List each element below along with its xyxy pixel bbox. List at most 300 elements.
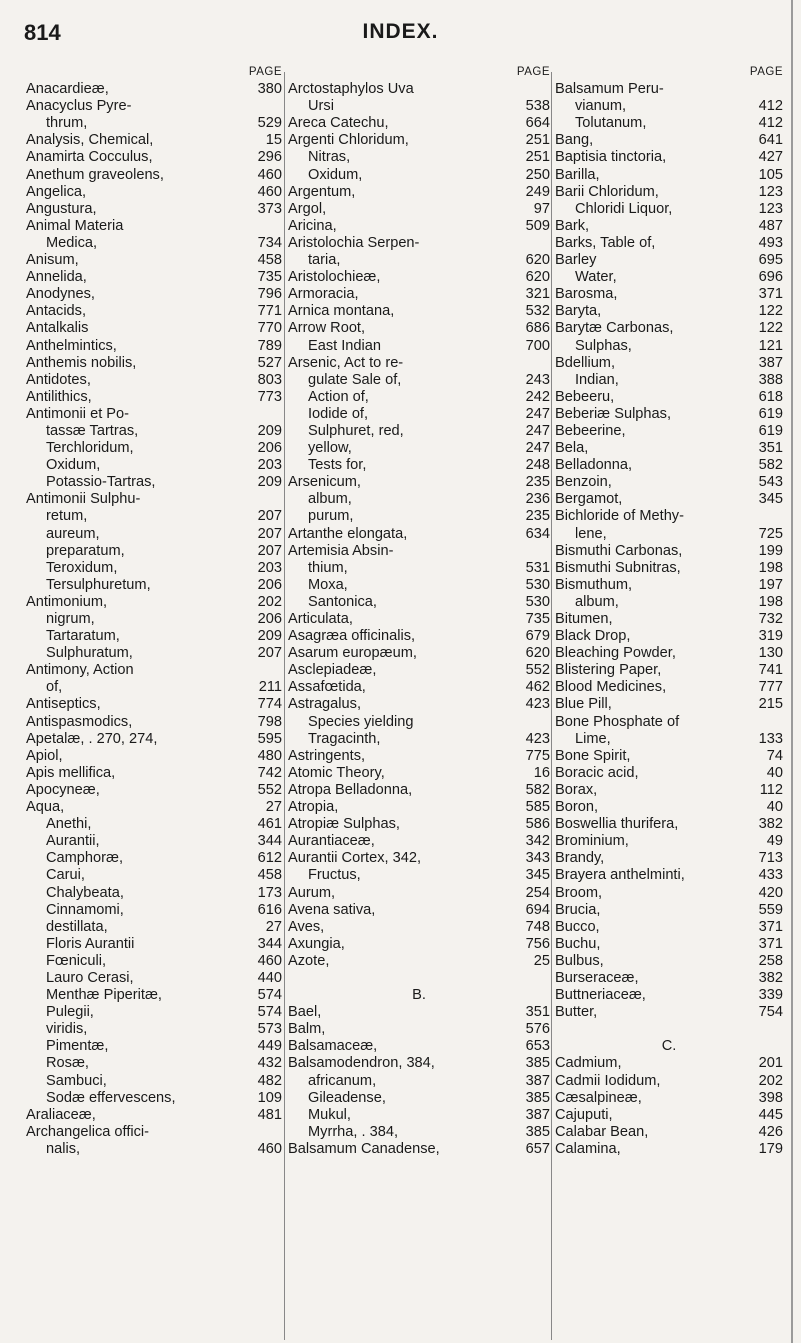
page-title: INDEX.	[362, 20, 439, 43]
entry-term: Armoracia,	[288, 286, 359, 303]
index-entry	[26, 902, 282, 919]
entry-page: 373	[257, 200, 282, 217]
entry-page: 789	[257, 337, 282, 354]
entry-term: Ursi	[308, 98, 334, 115]
index-entry	[26, 953, 282, 970]
entry-page: 203	[257, 559, 282, 576]
entry-term: Blistering Paper,	[555, 662, 662, 679]
index-entry	[26, 662, 282, 679]
entry-page: 207	[257, 645, 282, 662]
entry-page: 754	[758, 1004, 783, 1021]
entry-term: Avena sativa,	[288, 901, 376, 918]
entry-page: 382	[758, 816, 783, 833]
entry-page: 576	[525, 1021, 550, 1038]
index-entry	[26, 1124, 282, 1141]
index-entry	[555, 269, 783, 286]
entry-term: Archangelica offici-	[26, 1123, 150, 1140]
entry-term: Animal Materia	[26, 217, 124, 234]
index-entry	[288, 149, 550, 166]
entry-term: Anacardieæ,	[26, 81, 109, 98]
entry-page: 460	[257, 183, 282, 200]
entry-page: 345	[525, 867, 550, 884]
entry-page: 423	[525, 730, 550, 747]
index-entry	[288, 867, 550, 884]
index-entry	[26, 474, 282, 491]
entry-page: 552	[525, 662, 550, 679]
entry-term: Floris Aurantii	[46, 935, 135, 952]
index-entry	[26, 423, 282, 440]
entry-page: 618	[758, 388, 783, 405]
index-entry	[555, 799, 783, 816]
entry-term: thium,	[308, 559, 348, 576]
entry-term: Santonica,	[308, 593, 377, 610]
index-entry	[555, 286, 783, 303]
index-entry	[288, 389, 550, 406]
entry-page: 449	[257, 1038, 282, 1055]
entry-term: Angustura,	[26, 200, 97, 217]
entry-term: Moxa,	[308, 576, 348, 593]
entry-term: Antiseptics,	[26, 696, 101, 713]
entry-term: Bael,	[288, 1004, 322, 1021]
index-entry	[555, 423, 783, 440]
entry-page: 198	[758, 559, 783, 576]
entry-page: 122	[758, 320, 783, 337]
index-entry	[26, 560, 282, 577]
entry-page: 249	[525, 183, 550, 200]
entry-page: 694	[525, 901, 550, 918]
index-entry	[555, 543, 783, 560]
index-entry	[26, 628, 282, 645]
index-entry	[288, 406, 550, 423]
entry-page: 741	[758, 662, 783, 679]
entry-term: Antidotes,	[26, 371, 91, 388]
entry-page: 247	[525, 440, 550, 457]
index-entry	[288, 782, 550, 799]
index-entry	[26, 645, 282, 662]
index-entry	[26, 611, 282, 628]
entry-term: Balsamum Canadense,	[288, 1140, 440, 1157]
entry-term: Mukul,	[308, 1106, 351, 1123]
entry-page: 620	[525, 645, 550, 662]
index-entry	[26, 372, 282, 389]
entry-term: purum,	[308, 508, 354, 525]
index-entry	[288, 748, 550, 765]
index-entry	[555, 1107, 783, 1124]
entry-page: 371	[758, 286, 783, 303]
entry-term: Apis mellifica,	[26, 764, 116, 781]
index-entry	[555, 372, 783, 389]
index-entry	[555, 184, 783, 201]
entry-term: Calabar Bean,	[555, 1123, 649, 1140]
index-entry	[555, 355, 783, 372]
entry-page: 664	[525, 115, 550, 132]
index-entry	[26, 1141, 282, 1158]
entry-page: 206	[257, 440, 282, 457]
index-entry	[26, 1073, 282, 1090]
entry-page: 199	[758, 542, 783, 559]
entry-term: Sulphuret, red,	[308, 422, 404, 439]
entry-page: 202	[758, 1072, 783, 1089]
index-entry	[26, 389, 282, 406]
entry-page: 380	[257, 81, 282, 98]
column-divider	[284, 72, 285, 1340]
entry-term: Apocyneæ,	[26, 781, 100, 798]
entry-term: Aurantii,	[46, 833, 100, 850]
index-entry	[555, 1055, 783, 1072]
entry-term: Atropa Belladonna,	[288, 781, 413, 798]
entry-page: 15	[265, 132, 282, 149]
index-entry	[555, 235, 783, 252]
entry-page: 574	[257, 987, 282, 1004]
index-entry	[26, 543, 282, 560]
entry-page: 445	[758, 1106, 783, 1123]
index-entry	[555, 526, 783, 543]
entry-page: 209	[257, 628, 282, 645]
entry-page: 461	[257, 816, 282, 833]
entry-term: Bismuthi Subnitras,	[555, 559, 681, 576]
entry-page: 342	[525, 833, 550, 850]
index-entry	[555, 850, 783, 867]
entry-page: 616	[257, 901, 282, 918]
entry-page: 207	[257, 508, 282, 525]
entry-term: thrum,	[46, 115, 88, 132]
index-entry	[288, 252, 550, 269]
entry-term: Cæsalpineæ,	[555, 1089, 642, 1106]
index-entry	[288, 372, 550, 389]
entry-term: Nitras,	[308, 149, 351, 166]
index-entry	[288, 235, 550, 252]
entry-term: Analysis, Chemical,	[26, 132, 154, 149]
entry-term: Oxidum,	[46, 457, 101, 474]
index-entry	[555, 714, 783, 731]
index-entry	[288, 508, 550, 525]
entry-term: Oxidum,	[308, 166, 363, 183]
entry-term: destillata,	[46, 918, 108, 935]
index-entry	[555, 885, 783, 902]
index-entry	[288, 201, 550, 218]
entry-page: 319	[758, 628, 783, 645]
entry-term: Anethi,	[46, 816, 92, 833]
index-entry	[26, 594, 282, 611]
index-entry	[26, 1090, 282, 1107]
entry-page: 529	[257, 115, 282, 132]
entry-page: 27	[265, 918, 282, 935]
entry-page: 530	[525, 593, 550, 610]
entry-page: 388	[758, 371, 783, 388]
index-entry	[288, 167, 550, 184]
index-entry	[555, 594, 783, 611]
index-entry	[555, 628, 783, 645]
entry-term: nigrum,	[46, 611, 95, 627]
entry-page: 40	[766, 764, 783, 781]
index-entry	[555, 696, 783, 713]
entry-page: 480	[257, 747, 282, 764]
entry-term: aureum,	[46, 525, 100, 542]
entry-page: 432	[257, 1055, 282, 1072]
entry-term: Belladonna,	[555, 457, 633, 474]
entry-page: PAGE	[516, 66, 550, 78]
section-letter	[555, 1038, 783, 1055]
entry-term: Fœniculi,	[46, 952, 106, 969]
entry-page: 458	[257, 867, 282, 884]
index-entry	[26, 936, 282, 953]
entry-term: Aricina,	[288, 217, 337, 234]
index-entry	[26, 218, 282, 235]
entry-page: 427	[758, 149, 783, 166]
entry-term: Sambuci,	[46, 1072, 107, 1089]
index-entry	[26, 1038, 282, 1055]
entry-term: Articulata,	[288, 611, 353, 627]
entry-term: Lime,	[575, 730, 611, 747]
entry-term: Boracic acid,	[555, 764, 639, 781]
entry-term: taria,	[308, 252, 341, 269]
entry-term: Bulbus,	[555, 952, 604, 969]
index-entry	[555, 98, 783, 115]
entry-term: Blood Medicines,	[555, 679, 667, 696]
index-entry	[555, 919, 783, 936]
index-entry	[555, 765, 783, 782]
entry-page: 122	[758, 303, 783, 320]
entry-page: 27	[265, 799, 282, 816]
entry-term: Bone Phosphate of	[555, 713, 680, 730]
entry-page: 460	[257, 166, 282, 183]
index-entry	[555, 679, 783, 696]
entry-term: Atomic Theory,	[288, 764, 385, 781]
index-entry	[26, 132, 282, 149]
index-entry	[288, 184, 550, 201]
index-entry	[555, 508, 783, 525]
entry-term: Balsamodendron, 384,	[288, 1055, 435, 1072]
entry-term: Buttneriaceæ,	[555, 987, 646, 1004]
entry-page: 243	[525, 371, 550, 388]
index-entry	[288, 970, 550, 987]
entry-term: Bucco,	[555, 918, 600, 935]
index-entry	[288, 474, 550, 491]
index-entry	[288, 577, 550, 594]
entry-term: Lauro Cerasi,	[46, 969, 134, 986]
entry-page: 211	[258, 679, 282, 696]
entry-page: 109	[257, 1089, 282, 1106]
entry-page: 532	[525, 303, 550, 320]
entry-term: yellow,	[308, 440, 352, 457]
index-entry	[26, 679, 282, 696]
index-entry	[26, 98, 282, 115]
entry-term: Indian,	[575, 371, 619, 388]
entry-term: Atropiæ Sulphas,	[288, 816, 400, 833]
entry-page: 49	[766, 833, 783, 850]
entry-term: Bismuthi Carbonas,	[555, 542, 683, 559]
entry-page: 351	[525, 1004, 550, 1021]
entry-term: Asclepiadeæ,	[288, 662, 377, 679]
entry-term: Apiol,	[26, 747, 63, 764]
entry-term: Asagræa officinalis,	[288, 628, 416, 645]
index-entry	[26, 765, 282, 782]
index-entry	[288, 1141, 550, 1158]
index-entry	[288, 936, 550, 953]
index-entry	[26, 81, 282, 98]
index-entry	[26, 816, 282, 833]
entry-term: Brandy,	[555, 850, 605, 867]
entry-term: Arsenicum,	[288, 474, 361, 491]
entry-term: Argenti Chloridum,	[288, 132, 409, 149]
index-entry	[26, 696, 282, 713]
entry-term: Atropia,	[288, 799, 339, 816]
index-entry	[288, 560, 550, 577]
entry-page: 351	[758, 440, 783, 457]
entry-term: Action of,	[308, 388, 369, 405]
entry-page: 493	[758, 234, 783, 251]
entry-page: 385	[525, 1123, 550, 1140]
index-entry	[555, 611, 783, 628]
index-column-1	[26, 64, 282, 1158]
entry-term: Barilla,	[555, 166, 600, 183]
entry-term: Assafœtida,	[288, 679, 366, 696]
entry-term: Baryta,	[555, 303, 602, 320]
index-entry	[26, 867, 282, 884]
index-entry	[26, 731, 282, 748]
index-entry	[555, 115, 783, 132]
entry-term: Boron,	[555, 799, 598, 816]
entry-term: Chloridi Liquor,	[575, 200, 673, 217]
entry-term: Antilithics,	[26, 388, 92, 405]
entry-page: 440	[257, 969, 282, 986]
entry-term: Angelica,	[26, 183, 87, 200]
entry-term: Barosma,	[555, 286, 618, 303]
index-entry	[26, 919, 282, 936]
entry-term: Tests for,	[308, 457, 367, 474]
entry-term: Fructus,	[308, 867, 361, 884]
entry-term: Barks, Table of,	[555, 234, 656, 251]
entry-page: 123	[758, 200, 783, 217]
entry-term: Balsamaceæ,	[288, 1038, 378, 1055]
entry-term: Bismuthum,	[555, 576, 633, 593]
entry-page: 251	[525, 132, 550, 149]
entry-term: Anodynes,	[26, 286, 95, 303]
index-entry	[555, 457, 783, 474]
entry-page: 653	[525, 1038, 550, 1055]
entry-term: Gileadense,	[308, 1089, 386, 1106]
entry-page: 420	[758, 884, 783, 901]
entry-term: Bela,	[555, 440, 589, 457]
index-entry	[26, 491, 282, 508]
index-entry	[555, 1021, 783, 1038]
entry-term: Brayera anthelminti,	[555, 867, 685, 884]
index-entry	[288, 696, 550, 713]
entry-page: 387	[758, 354, 783, 371]
column-divider	[551, 72, 552, 1340]
entry-term: viridis,	[46, 1021, 88, 1038]
entry-page: 543	[758, 474, 783, 491]
index-entry	[555, 662, 783, 679]
index-entry	[26, 970, 282, 987]
entry-page: 423	[525, 696, 550, 713]
entry-page: 798	[257, 713, 282, 730]
entry-term: Aves,	[288, 918, 325, 935]
column-header	[26, 64, 282, 81]
entry-term: of,	[46, 679, 63, 696]
entry-page: 531	[525, 559, 550, 576]
entry-page: 433	[758, 867, 783, 884]
entry-term: retum,	[46, 508, 88, 525]
entry-page: 796	[257, 286, 282, 303]
entry-term: Terchloridum,	[46, 440, 134, 457]
index-entry	[26, 833, 282, 850]
index-entry	[288, 355, 550, 372]
entry-term: Camphoræ,	[46, 850, 124, 867]
entry-page: 586	[525, 816, 550, 833]
entry-page: 179	[758, 1140, 783, 1157]
entry-page: 203	[257, 457, 282, 474]
entry-page: 509	[525, 217, 550, 234]
index-entry	[26, 115, 282, 132]
index-entry	[555, 1004, 783, 1021]
entry-page: 732	[758, 611, 783, 627]
entry-page: 734	[257, 234, 282, 251]
entry-page: 385	[525, 1055, 550, 1072]
page-edge	[791, 0, 793, 1343]
entry-term: Broom,	[555, 884, 603, 901]
entry-page: 527	[257, 354, 282, 371]
entry-page: 207	[257, 542, 282, 559]
entry-page: 371	[758, 918, 783, 935]
column-header	[288, 64, 550, 81]
entry-page: 235	[525, 508, 550, 525]
entry-term: vianum,	[575, 98, 627, 115]
entry-page: 242	[525, 388, 550, 405]
entry-page: 612	[257, 850, 282, 867]
entry-term: Aristolochia Serpen-	[288, 234, 420, 251]
entry-term: B.	[412, 987, 426, 1004]
entry-term: Buchu,	[555, 935, 601, 952]
index-entry	[288, 885, 550, 902]
entry-term: Bdellium,	[555, 354, 616, 371]
index-entry	[555, 132, 783, 149]
index-entry	[555, 645, 783, 662]
entry-term: Carui,	[46, 867, 85, 884]
index-entry	[26, 987, 282, 1004]
index-entry	[288, 816, 550, 833]
entry-page: 803	[257, 371, 282, 388]
entry-page: 774	[257, 696, 282, 713]
index-entry	[555, 577, 783, 594]
entry-term: Cinnamomi,	[46, 901, 124, 918]
entry-page: 97	[533, 200, 550, 217]
entry-page: 487	[758, 217, 783, 234]
entry-page: 236	[525, 491, 550, 508]
index-entry	[26, 1055, 282, 1072]
entry-page: 530	[525, 576, 550, 593]
entry-page: 620	[525, 269, 550, 286]
entry-term: Azote,	[288, 952, 330, 969]
entry-page: 105	[758, 166, 783, 183]
entry-page: 209	[257, 474, 282, 491]
entry-page: 247	[525, 422, 550, 439]
entry-term: C.	[661, 1038, 677, 1055]
entry-term: Myrrha, . 384,	[308, 1123, 399, 1140]
entry-page: 25	[533, 952, 550, 969]
entry-term: Arctostaphylos Uva	[288, 81, 414, 98]
entry-page: 735	[257, 269, 282, 286]
entry-page: 696	[758, 269, 783, 286]
entry-term: Pulegii,	[46, 1004, 94, 1021]
entry-page: 121	[758, 337, 783, 354]
entry-page: 458	[257, 252, 282, 269]
entry-term: Antimonii Sulphu-	[26, 491, 141, 508]
entry-term: Anthemis nobilis,	[26, 354, 137, 371]
entry-page: 206	[257, 611, 282, 627]
entry-page: 16	[533, 764, 550, 781]
entry-page: 344	[257, 833, 282, 850]
